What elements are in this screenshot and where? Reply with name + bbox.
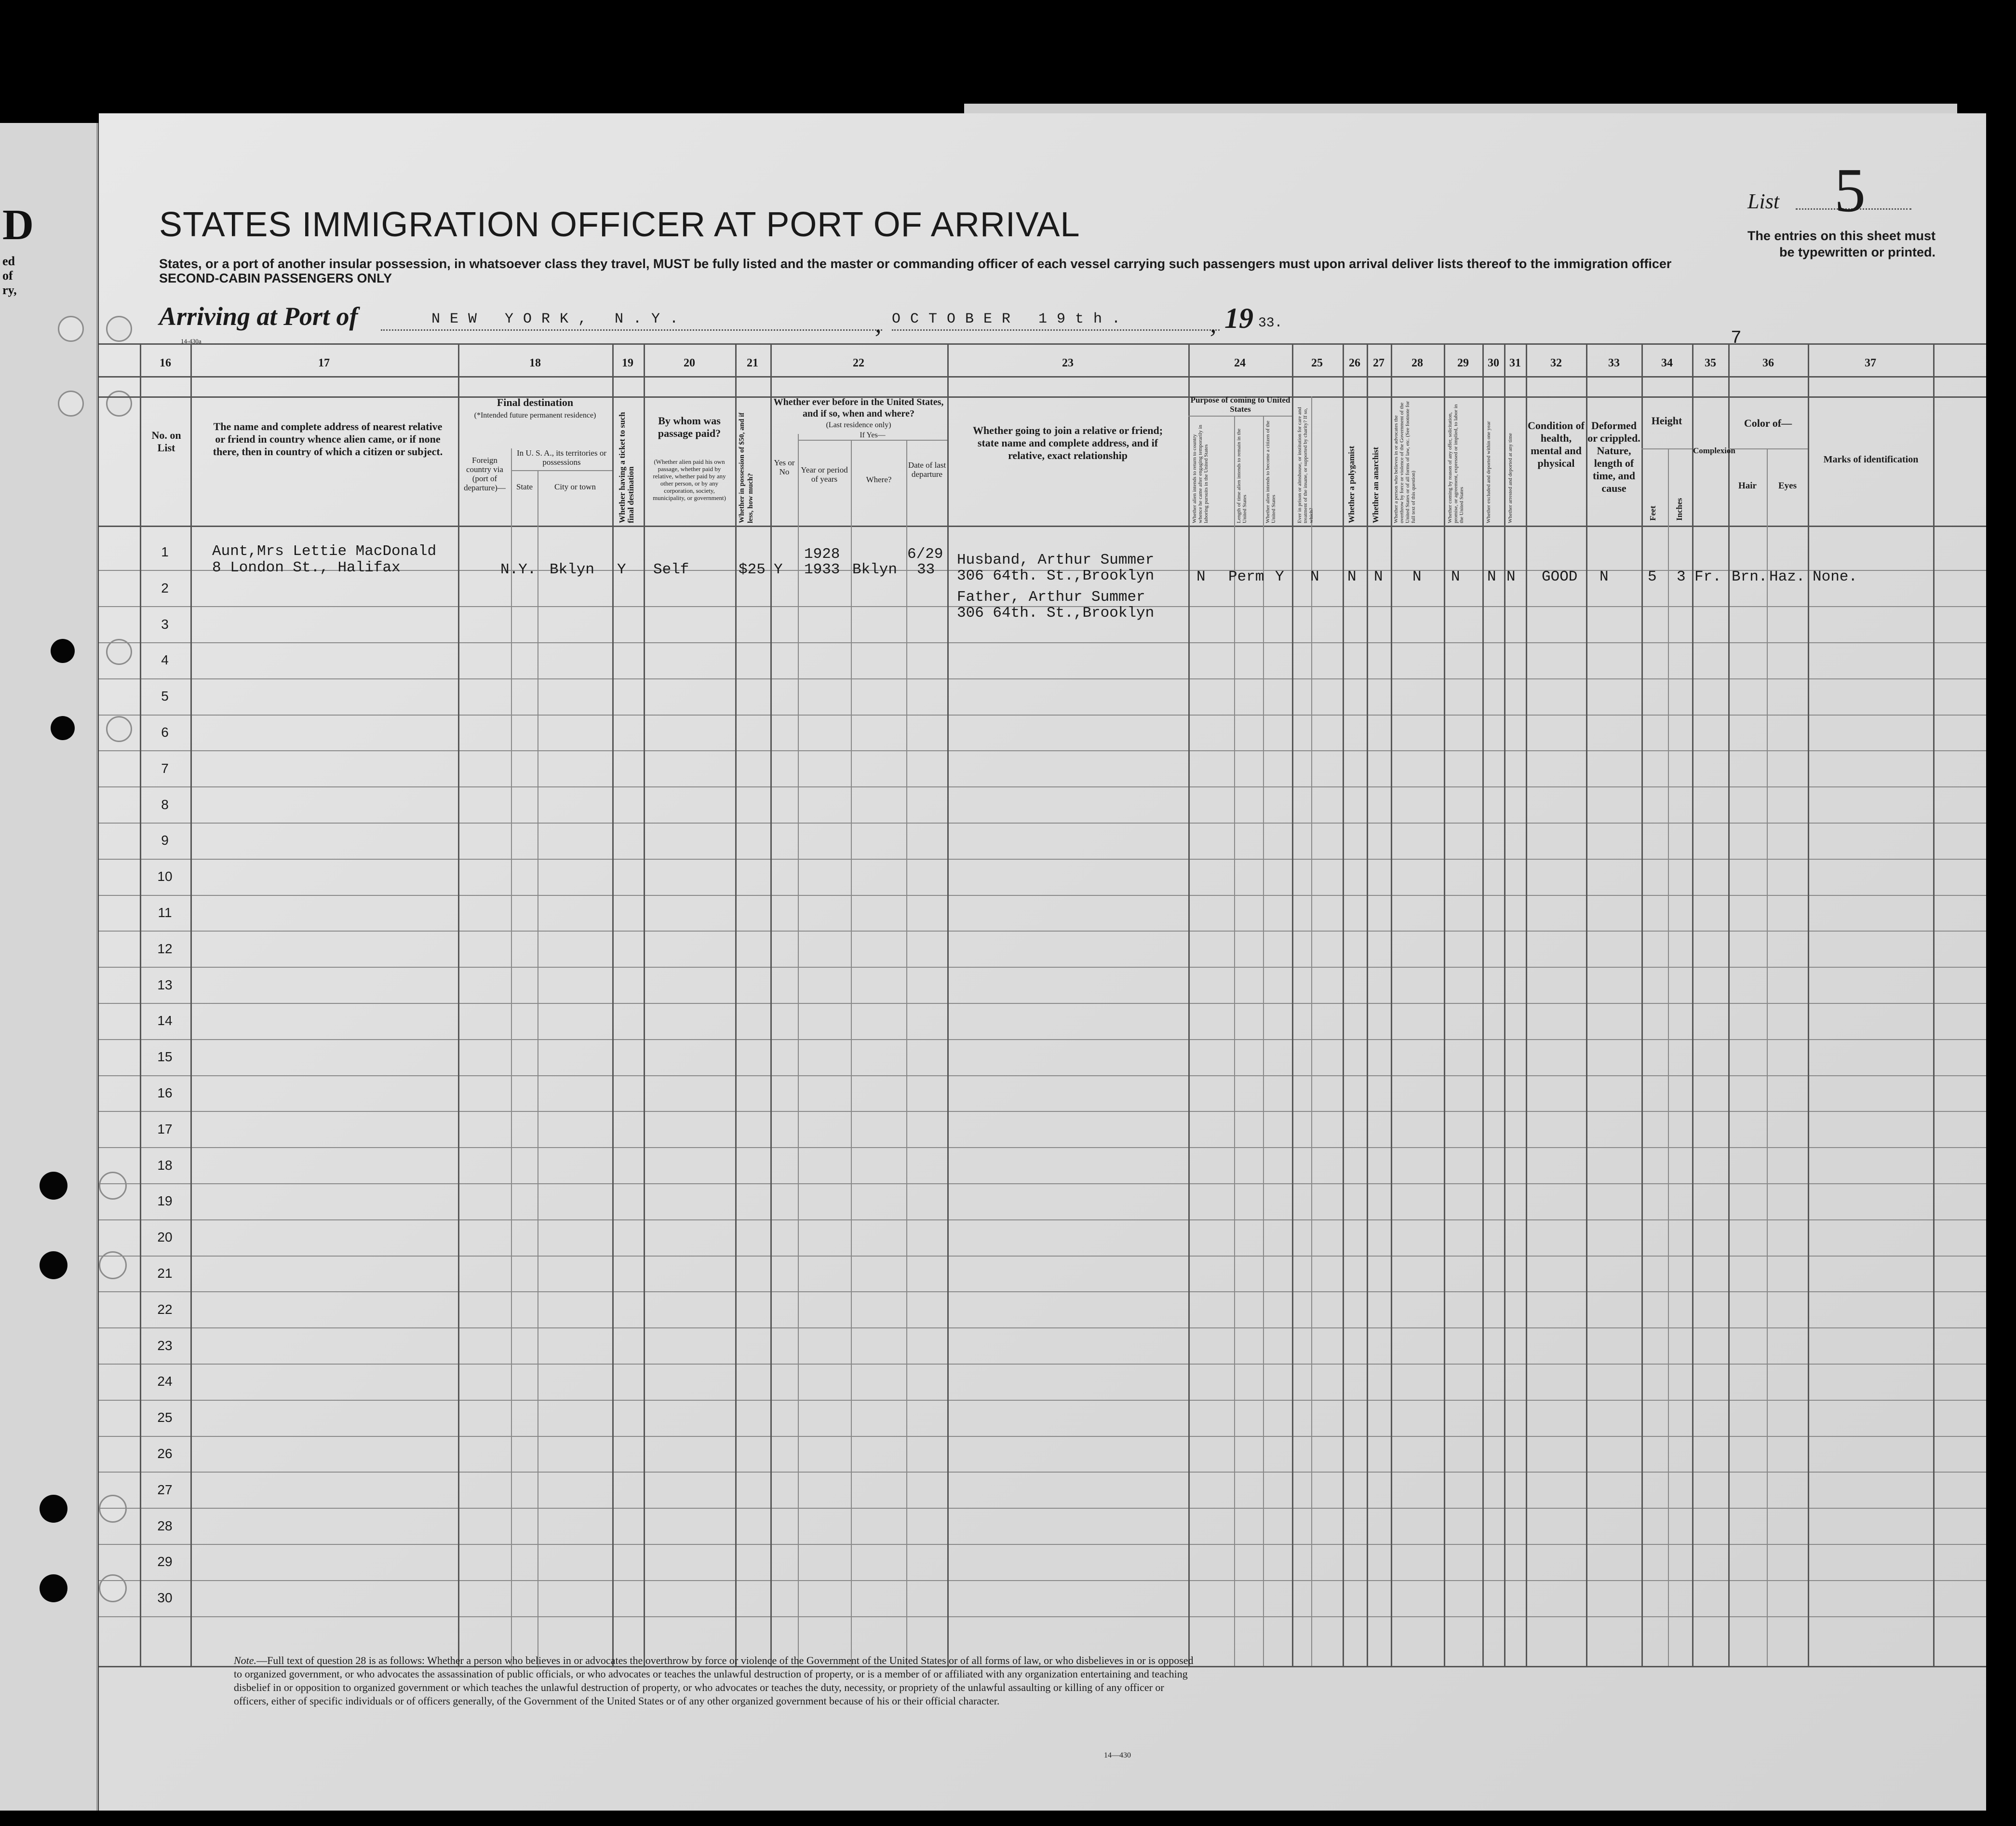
form-number: 14—430 [1104, 1751, 1131, 1759]
header-labor-offer: Whether coming by reason of any offer, solicitation, promise, or agreement, expressed or implied, to labor in the United States [1447, 404, 1465, 523]
punch-hole [106, 391, 132, 417]
row-rule [99, 678, 1986, 679]
rule-18-usa [511, 470, 612, 471]
entry-departure: 33 [917, 561, 935, 578]
punch-hole [40, 1172, 67, 1200]
entry-col-28: N [1412, 568, 1422, 585]
rule-col-26-left [1343, 343, 1344, 1666]
form-subtitle: States, or a port of another insular possession, in whatsoever class they travel, MUST be fully listed and the master or commanding officer of each vessel carrying such passengers must upon arrival deliver lists thereof to the immigration officer [159, 257, 1672, 271]
rule-col-18-left [458, 343, 459, 1666]
header-color: Color of— [1744, 417, 1792, 429]
row-rule [99, 931, 1986, 932]
entry-before-yes: Y [774, 561, 783, 578]
header-if-yes: If Yes— [860, 431, 886, 439]
rule-top [99, 343, 1986, 345]
comma: , [875, 309, 882, 338]
list-number: 5 [1834, 156, 1866, 225]
punch-hole [106, 316, 132, 342]
entry-ticket: Y [617, 561, 626, 578]
row-rule [99, 750, 1986, 751]
margin-fragment: ry, [2, 283, 17, 297]
column-number: 20 [684, 357, 695, 369]
row-number: 15 [157, 1049, 173, 1065]
header-marks: Marks of identification [1823, 454, 1919, 465]
header-previous-us-note: (Last residence only) [826, 421, 891, 429]
row-rule [99, 1147, 1986, 1148]
rule-col-20-left [644, 343, 645, 1666]
rule-22-ifyes [798, 440, 947, 441]
list-note [1714, 228, 1935, 260]
column-number: 35 [1705, 357, 1716, 369]
column-number: 30 [1488, 357, 1499, 369]
header-join-relative: Whether going to join a relative or friend; state name and complete address, and if relative, exact relationship [972, 424, 1163, 461]
rule-24-b [1263, 416, 1264, 1666]
row-rule [99, 1183, 1986, 1184]
rule-header-top [99, 396, 1986, 398]
row-number: 21 [157, 1266, 173, 1281]
header-eyes: Eyes [1778, 481, 1797, 491]
port-line [381, 329, 882, 331]
row-number: 17 [157, 1121, 173, 1136]
row-rule [99, 823, 1986, 824]
rule-col-37-left [1808, 343, 1809, 1666]
rule-col-32-left [1526, 343, 1527, 1666]
header-final-destination: Final destination [497, 396, 574, 408]
header-polygamist: Whether a polygamist [1347, 446, 1356, 523]
entry-join: Husband, Arthur Summer [957, 552, 1155, 568]
row-number: 30 [157, 1590, 173, 1606]
punch-hole [106, 716, 132, 742]
rule-col-28-left [1391, 343, 1392, 1666]
punch-hole [51, 716, 75, 740]
header-passage-paid-note: (Whether alien paid his own passage, whether paid by relative, whether paid by any other person, or by any corporation, society, municipality, or government) [653, 458, 726, 501]
entry-purpose-length: Perm [1228, 568, 1264, 585]
row-rule [99, 1039, 1986, 1040]
entry-health: GOOD [1542, 568, 1578, 585]
row-rule [99, 967, 1986, 968]
entry-years: 1933 [804, 561, 840, 578]
entry-where: Bklyn [852, 561, 898, 578]
entry-city: Bklyn [550, 561, 595, 578]
header-height: Height [1651, 415, 1682, 427]
rule-col-27-left [1367, 343, 1368, 1666]
rule-col-23-left [947, 343, 949, 1666]
header-relative-address: The name and complete address of nearest relative or friend in country whence alien came, or if none there, then in country of which a citizen or subject. [213, 420, 443, 458]
row-rule [99, 1111, 1986, 1112]
entry-hair: Brn. [1732, 568, 1768, 585]
row-number: 2 [161, 580, 169, 595]
list-label: List [1747, 189, 1780, 213]
row-number: 9 [161, 833, 169, 848]
punch-hole [40, 1495, 67, 1523]
header-feet: Feet [1648, 505, 1657, 521]
row-rule [99, 1616, 1986, 1617]
entry-purpose-citizen: Y [1275, 568, 1284, 585]
column-number: 22 [853, 357, 864, 369]
column-number: 18 [529, 357, 541, 369]
entry-paid-by: Self [653, 561, 689, 578]
header-state: State [516, 482, 533, 491]
rule-24-a [1234, 416, 1235, 1666]
rule-col-17-left [190, 343, 192, 1666]
row-number: 6 [161, 725, 169, 740]
row-number: 8 [161, 797, 169, 812]
rule-col-31-left [1504, 343, 1505, 1666]
row-rule [99, 786, 1986, 787]
row-rule [99, 1327, 1986, 1328]
column-number: 36 [1762, 357, 1774, 369]
row-rule [99, 1436, 1986, 1437]
entry-join: 306 64th. St.,Brooklyn [957, 605, 1155, 622]
row-number: 29 [157, 1554, 173, 1569]
entry-eyes: Haz. [1769, 568, 1805, 585]
margin-fragment: ed [2, 254, 15, 268]
rule-36-sub [1728, 448, 1808, 449]
entry-col-26: N [1347, 568, 1357, 585]
column-number: 21 [747, 357, 758, 369]
rule-header-bottom [99, 526, 1986, 527]
entry-col-31: N [1506, 568, 1516, 585]
column-number: 24 [1234, 357, 1246, 369]
form-subtitle-class: SECOND-CABIN PASSENGERS ONLY [159, 271, 392, 285]
header-excluded: Whether excluded and deported within one year [1486, 421, 1492, 523]
column-number: 28 [1411, 357, 1423, 369]
column-number: 16 [160, 357, 171, 369]
rule-col-25-left [1292, 343, 1293, 1666]
header-inches: Inches [1675, 498, 1684, 521]
form-title: STATES IMMIGRATION OFFICER AT PORT OF ARRIVAL [159, 205, 1080, 244]
rule-22-year [851, 440, 852, 1666]
footnote [234, 1654, 1198, 1708]
row-rule [99, 715, 1986, 716]
row-number: 5 [161, 689, 169, 704]
rule-col-29-left [1444, 343, 1445, 1666]
row-number: 26 [157, 1446, 173, 1461]
header-passage-paid: By whom was passage paid? [658, 415, 721, 439]
column-number: 26 [1349, 357, 1360, 369]
header-in-usa: In U. S. A., its territories or possessions [516, 448, 607, 467]
row-number: 3 [161, 616, 169, 632]
header-final-destination-note: (*Intended future permanent residence) [474, 411, 596, 419]
left-page-strip [0, 123, 96, 1811]
header-previous-us: Whether ever before in the United States, and if so, when and where? [773, 397, 944, 419]
column-number: 29 [1457, 357, 1469, 369]
margin-fragment: of [2, 269, 13, 283]
column-number: 27 [1373, 357, 1384, 369]
entry-deformed: N [1599, 568, 1609, 585]
row-number: 20 [157, 1230, 173, 1245]
row-rule [99, 1544, 1986, 1545]
rule-col-34-left [1641, 343, 1643, 1666]
row-rule [99, 1291, 1986, 1292]
header-purpose-length: Length of time alien intends to remain in the United States [1236, 428, 1248, 523]
entry-col-30: N [1487, 568, 1496, 585]
entry-complexion: Fr. [1694, 568, 1721, 585]
header-where: Where? [866, 475, 892, 484]
entry-departure: 6/29 [907, 546, 943, 563]
row-number: 24 [157, 1374, 173, 1389]
entry-marks: None. [1813, 568, 1858, 585]
row-rule [99, 1256, 1986, 1257]
entry-money: $25 [739, 561, 766, 578]
row-number: 19 [157, 1193, 173, 1209]
sheet-mark: 7 [1731, 328, 1742, 349]
rule-col-37-right [1933, 343, 1935, 1666]
entry-years: 1928 [804, 546, 840, 563]
rule-col-22-left [770, 343, 772, 1666]
rule-col-33-left [1586, 343, 1587, 1666]
punch-hole [99, 1495, 127, 1523]
form-reference: 14-430a [181, 338, 202, 345]
row-number: 12 [157, 941, 173, 956]
column-number: 23 [1062, 357, 1074, 369]
column-number: 19 [622, 357, 633, 369]
header-deformed: Deformed or crippled. Nature, length of time, and cause [1587, 419, 1640, 494]
column-number: 33 [1608, 357, 1620, 369]
header-arrested: Whether arrested and deported at any time [1507, 433, 1513, 523]
entry-inches: 3 [1677, 568, 1686, 585]
punch-hole [99, 1574, 127, 1602]
row-number: 22 [157, 1301, 173, 1317]
rule-24-sub [1188, 416, 1292, 417]
list-note-line: The entries on this sheet must [1747, 229, 1935, 243]
entry-col-27: N [1374, 568, 1383, 585]
row-number: 7 [161, 760, 169, 776]
port-value: NEW YORK, N.Y. [431, 311, 688, 327]
row-rule [99, 1400, 1986, 1401]
date-value: OCTOBER 19th. [892, 311, 1130, 327]
year-prefix: 19 [1224, 302, 1253, 334]
header-anarchist: Whether an anarchist [1371, 446, 1380, 523]
rule-34-sub [1641, 448, 1692, 449]
row-rule [99, 642, 1986, 643]
header-city: City or town [554, 482, 596, 491]
rule-colnum [99, 376, 1986, 378]
header-ticket: Whether having a ticket to such final destination [618, 412, 635, 523]
column-number: 25 [1311, 357, 1323, 369]
header-health: Condition of health, mental and physical [1528, 419, 1585, 469]
row-number: 14 [157, 1013, 173, 1028]
header-hair: Hair [1738, 481, 1757, 491]
rule-22-where [906, 440, 907, 1666]
row-rule [99, 1075, 1986, 1076]
row-number: 25 [157, 1410, 173, 1425]
column-number: 31 [1509, 357, 1521, 369]
column-number: 34 [1661, 357, 1673, 369]
date-line [892, 329, 1220, 331]
row-rule [99, 1003, 1986, 1004]
row-rule [99, 1364, 1986, 1365]
header-money: Whether in possession of $50, and if less, how much? [738, 412, 754, 523]
rule-col-35-left [1692, 343, 1693, 1666]
arriving-label: Arriving at Port of [159, 302, 358, 331]
entry-state: N.Y. [500, 561, 537, 578]
header-departure-date: Date of last departure [908, 460, 946, 479]
rule-36-hair [1767, 448, 1768, 1666]
punch-hole [58, 391, 84, 417]
punch-hole [58, 316, 84, 342]
header-purpose-return: Whether alien intends to return to country whence he came after engaging temporarily in laboring pursuits in the United States [1192, 424, 1209, 523]
rule-col-21-left [735, 343, 737, 1666]
entry-relative-address: 8 London St., Halifax [212, 559, 401, 576]
binding-edge [96, 123, 98, 1811]
year-suffix: 33. [1258, 316, 1283, 331]
list-note-line: be typewritten or printed. [1779, 245, 1935, 259]
rule-22-yesno [798, 434, 799, 1666]
punch-hole [99, 1172, 127, 1200]
row-number: 16 [157, 1085, 173, 1100]
header-year: Year or period of years [801, 465, 848, 484]
row-rule [99, 1580, 1986, 1581]
row-rule [99, 895, 1986, 896]
header-no-on-list: No. on List [151, 429, 181, 454]
row-number: 1 [161, 544, 169, 559]
rule-18-foreign [511, 448, 512, 1666]
rule-34-feet [1668, 448, 1669, 1666]
entry-col-29: N [1451, 568, 1460, 585]
row-number: 10 [157, 869, 173, 884]
header-overthrow: Whether a person who believes in or advocates the overthrow by force or violence of the Government of the United States or of all forms of law, etc. (See footnote for full text of this question) [1393, 401, 1416, 523]
row-number: 27 [157, 1482, 173, 1497]
column-number: 32 [1550, 357, 1562, 369]
header-yes-no: Yes or No [774, 458, 795, 476]
header-complexion: Complexion [1693, 446, 1735, 455]
row-rule [99, 1219, 1986, 1220]
punch-hole [40, 1574, 67, 1602]
header-purpose: Purpose of coming to United States [1190, 395, 1290, 414]
punch-hole [40, 1251, 67, 1279]
entry-col-25: N [1310, 568, 1319, 585]
header-prison: Ever in prison or almshouse, or institution for care and treatment of the insane, or supported by charity? If so, which? [1297, 407, 1314, 523]
row-rule [99, 1508, 1986, 1509]
row-number: 23 [157, 1338, 173, 1353]
rule-col-19-left [612, 343, 614, 1666]
row-number: 18 [157, 1157, 173, 1173]
entry-feet: 5 [1648, 568, 1657, 585]
header-purpose-citizen: Whether alien intends to become a citizen of the United States [1265, 420, 1277, 523]
row-number: 11 [158, 905, 172, 920]
row-number: 28 [157, 1518, 173, 1533]
rule-25-mid [1311, 396, 1312, 1666]
footnote-text: —Full text of question 28 is as follows: Whether a person who believes in or advocates the overthrow by force or violence of the Government of the United States or of all forms of law, or who disbelieves in or is opposed to organized government, or who advocates the assassination of public officials, or who advocates or teaches the unlawful destruction of property, or is a member of or affiliated with any organization entertaining and teaching disbelief in or opposition to organized government or which teaches the unlawful destruction of property, or who advocates or teaches the duty, necessity, or propriety of the unlawful assaulting or killing of any officer or officers, either of specific individuals or of officers generally, of the Government of the United States or of any other organized government because of his or their official character. [234, 1654, 1194, 1707]
rule-col-30-left [1482, 343, 1484, 1666]
rule-col-24-left [1188, 343, 1190, 1666]
header-foreign-country: Foreign country via (port of departure)— [464, 456, 506, 492]
entry-join: 306 64th. St.,Brooklyn [957, 568, 1155, 584]
row-rule [99, 859, 1986, 860]
column-number: 17 [318, 357, 330, 369]
entry-purpose-return: N [1196, 568, 1206, 585]
entry-join: Father, Arthur Summer [957, 589, 1145, 606]
punch-hole [51, 639, 75, 663]
footnote-label: Note. [234, 1654, 257, 1666]
row-number: 4 [161, 652, 169, 668]
rule-col-16-left [140, 343, 141, 1666]
row-rule [99, 1472, 1986, 1473]
column-number: 37 [1865, 357, 1876, 369]
margin-fragment: D [2, 201, 34, 249]
entry-relative-name: Aunt,Mrs Lettie MacDonald [212, 543, 437, 560]
comma: , [1210, 309, 1217, 338]
row-number: 13 [157, 977, 173, 992]
rule-col-36-left [1728, 343, 1730, 1666]
